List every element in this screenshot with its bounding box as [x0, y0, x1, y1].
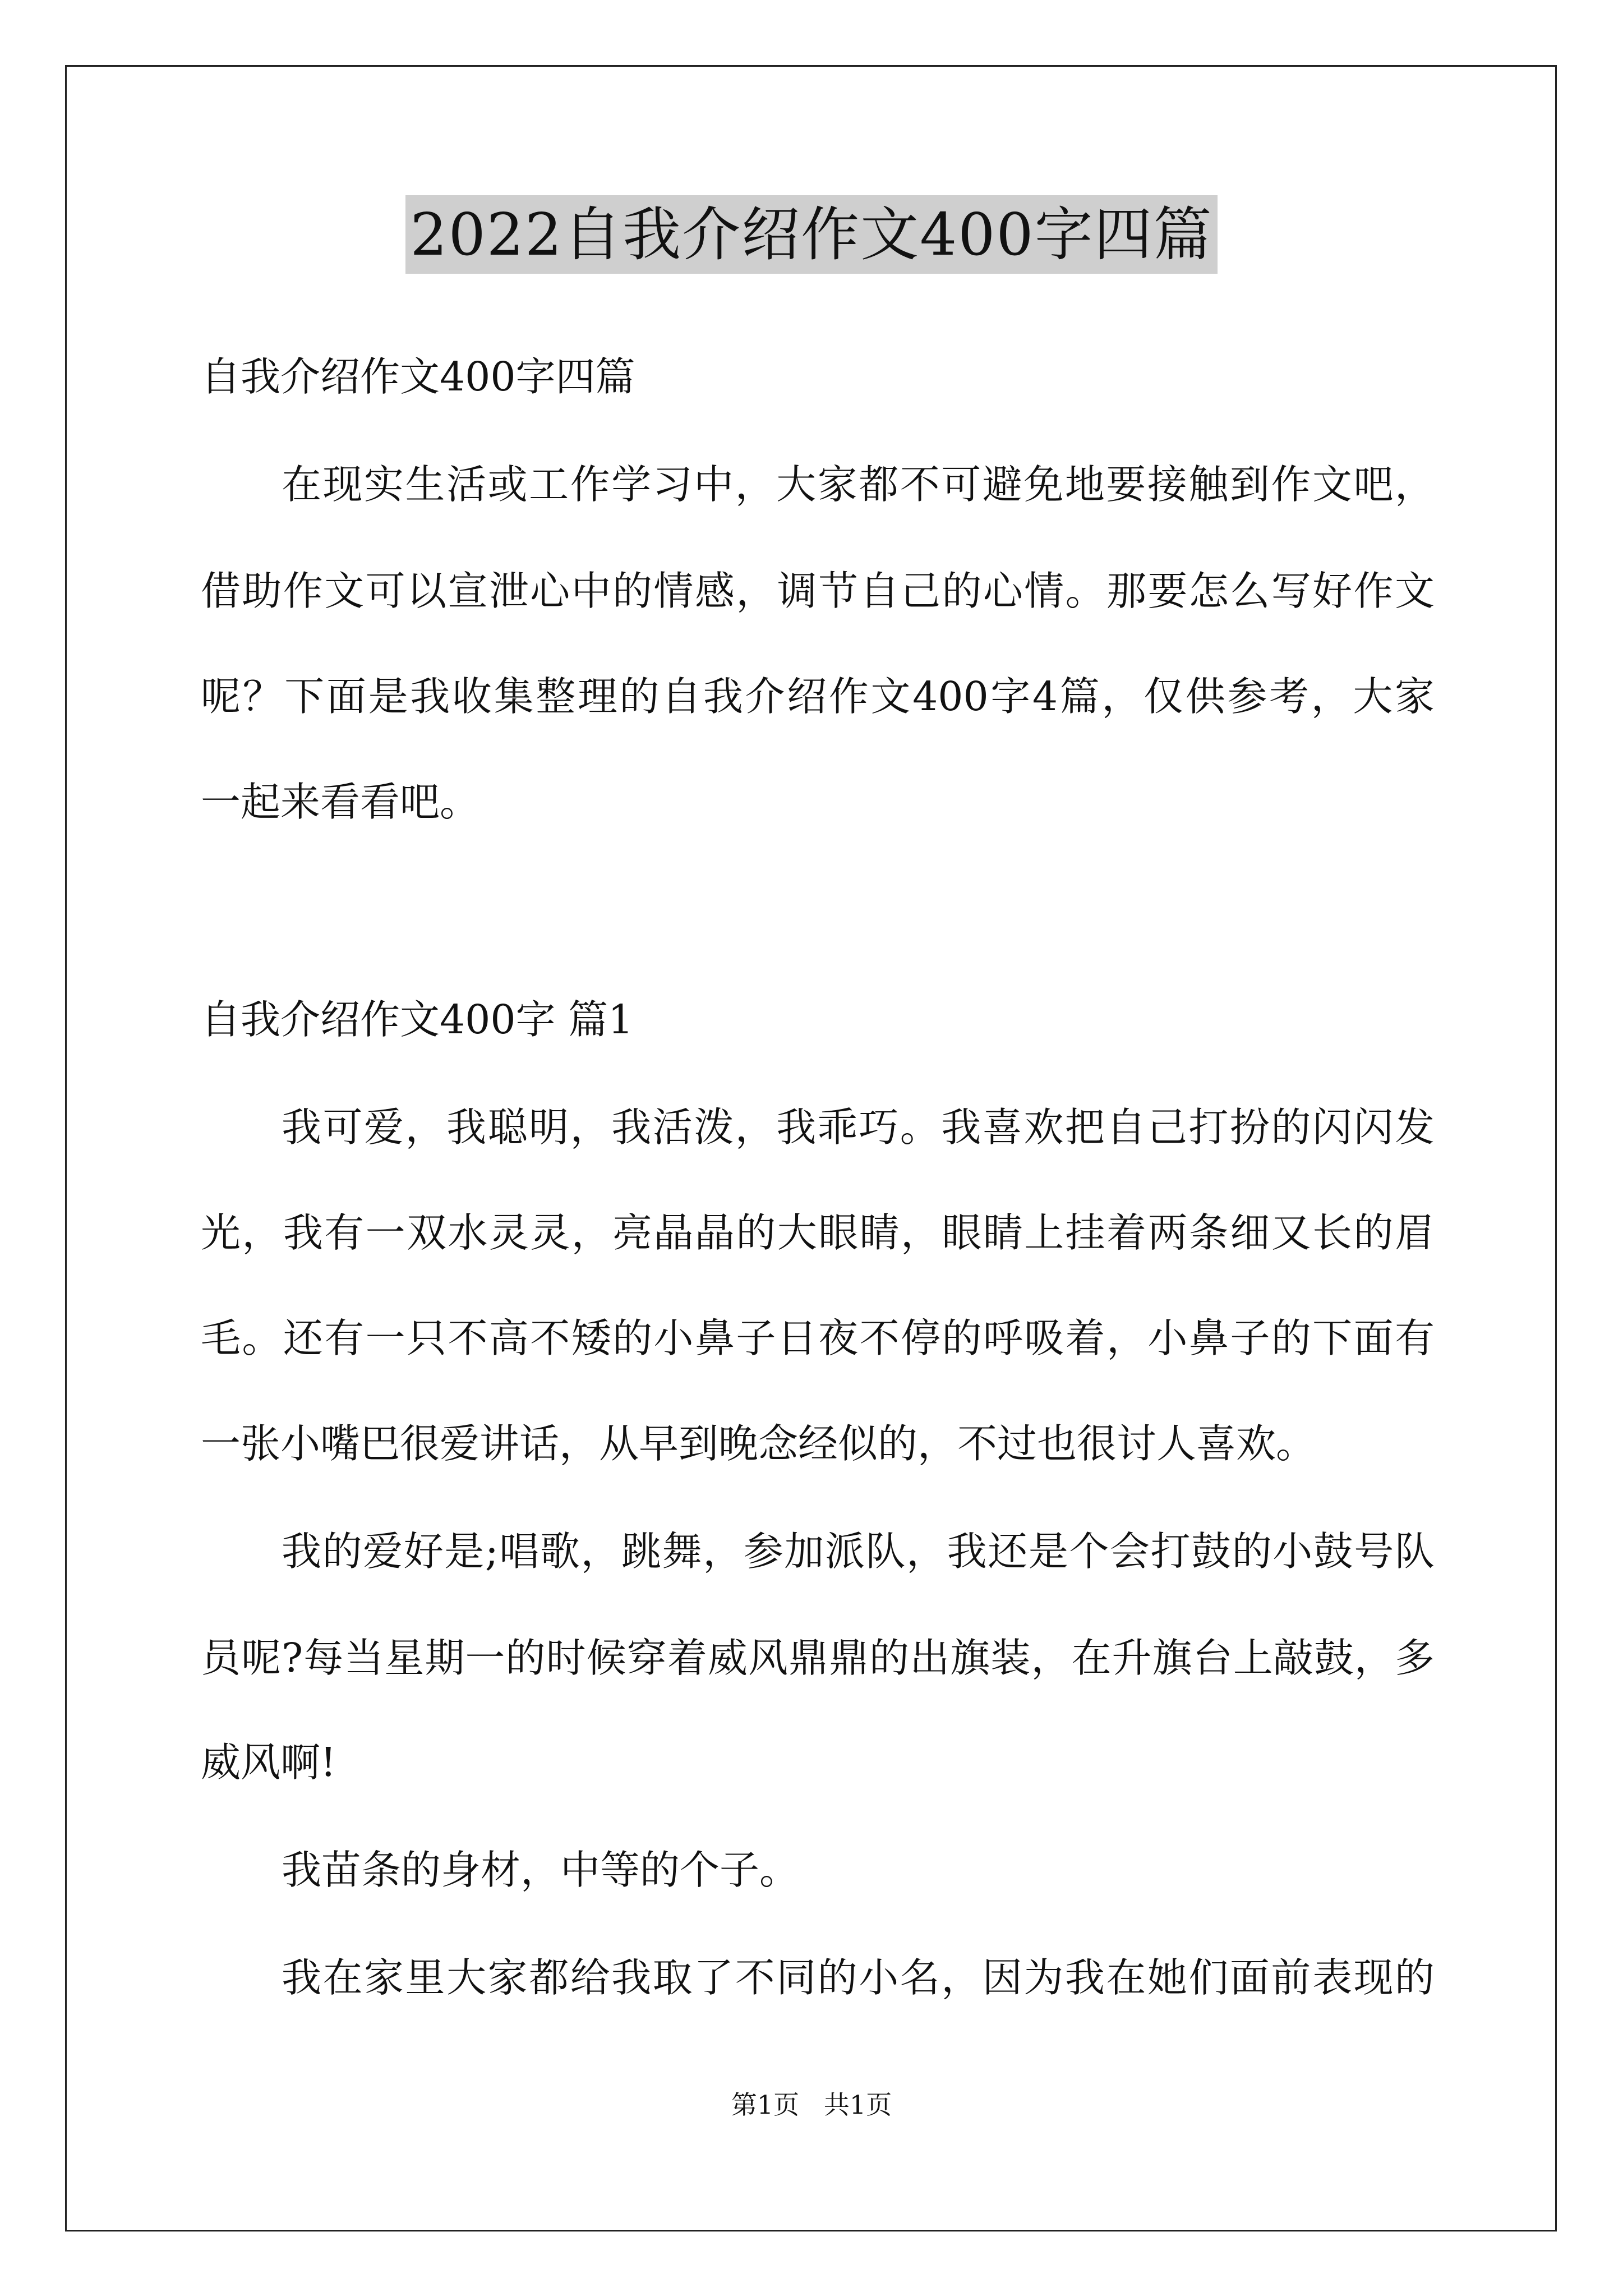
title-container [0, 195, 1623, 274]
paragraph-line: 威风啊! [201, 1739, 336, 1786]
paragraph-line: 我苗条的身材，中等的个子。 [282, 1847, 800, 1893]
document-subtitle: 自我介绍作文400字四篇 [201, 353, 635, 400]
intro-line: 在现实生活或工作学习中，大家都不可避免地要接触到作文吧， [282, 461, 1435, 508]
paragraph-line: 一张小嘴巴很爱讲话，从早到晚念经似的，不过也很讨人喜欢。 [201, 1420, 1316, 1467]
intro-line: 呢？下面是我收集整理的自我介绍作文400字4篇，仅供参考，大家 [201, 673, 1435, 720]
intro-line: 一起来看看吧。 [201, 779, 480, 825]
paragraph-line: 我的爱好是;唱歌，跳舞，参加派队，我还是个会打鼓的小鼓号队 [282, 1528, 1435, 1575]
document-title: 2022自我介绍作文400字四篇 [405, 195, 1217, 274]
page-footer: 第1页 共1页 [731, 2090, 892, 2120]
intro-line: 借助作文可以宣泄心中的情感，调节自己的心情。那要怎么写好作文 [201, 568, 1435, 614]
paragraph-line: 员呢?每当星期一的时候穿着威风鼎鼎的出旗装，在升旗台上敲鼓，多 [201, 1635, 1435, 1681]
paragraph-line: 我在家里大家都给我取了不同的小名，因为我在她们面前表现的 [282, 1954, 1435, 2001]
paragraph-line: 我可爱，我聪明，我活泼，我乖巧。我喜欢把自己打扮的闪闪发 [282, 1104, 1435, 1151]
paragraph-line: 毛。还有一只不高不矮的小鼻子日夜不停的呼吸着，小鼻子的下面有 [201, 1315, 1435, 1361]
section-heading: 自我介绍作文400字 篇1 [201, 996, 634, 1043]
paragraph-line: 光，我有一双水灵灵，亮晶晶的大眼睛，眼睛上挂着两条细又长的眉 [201, 1209, 1435, 1256]
